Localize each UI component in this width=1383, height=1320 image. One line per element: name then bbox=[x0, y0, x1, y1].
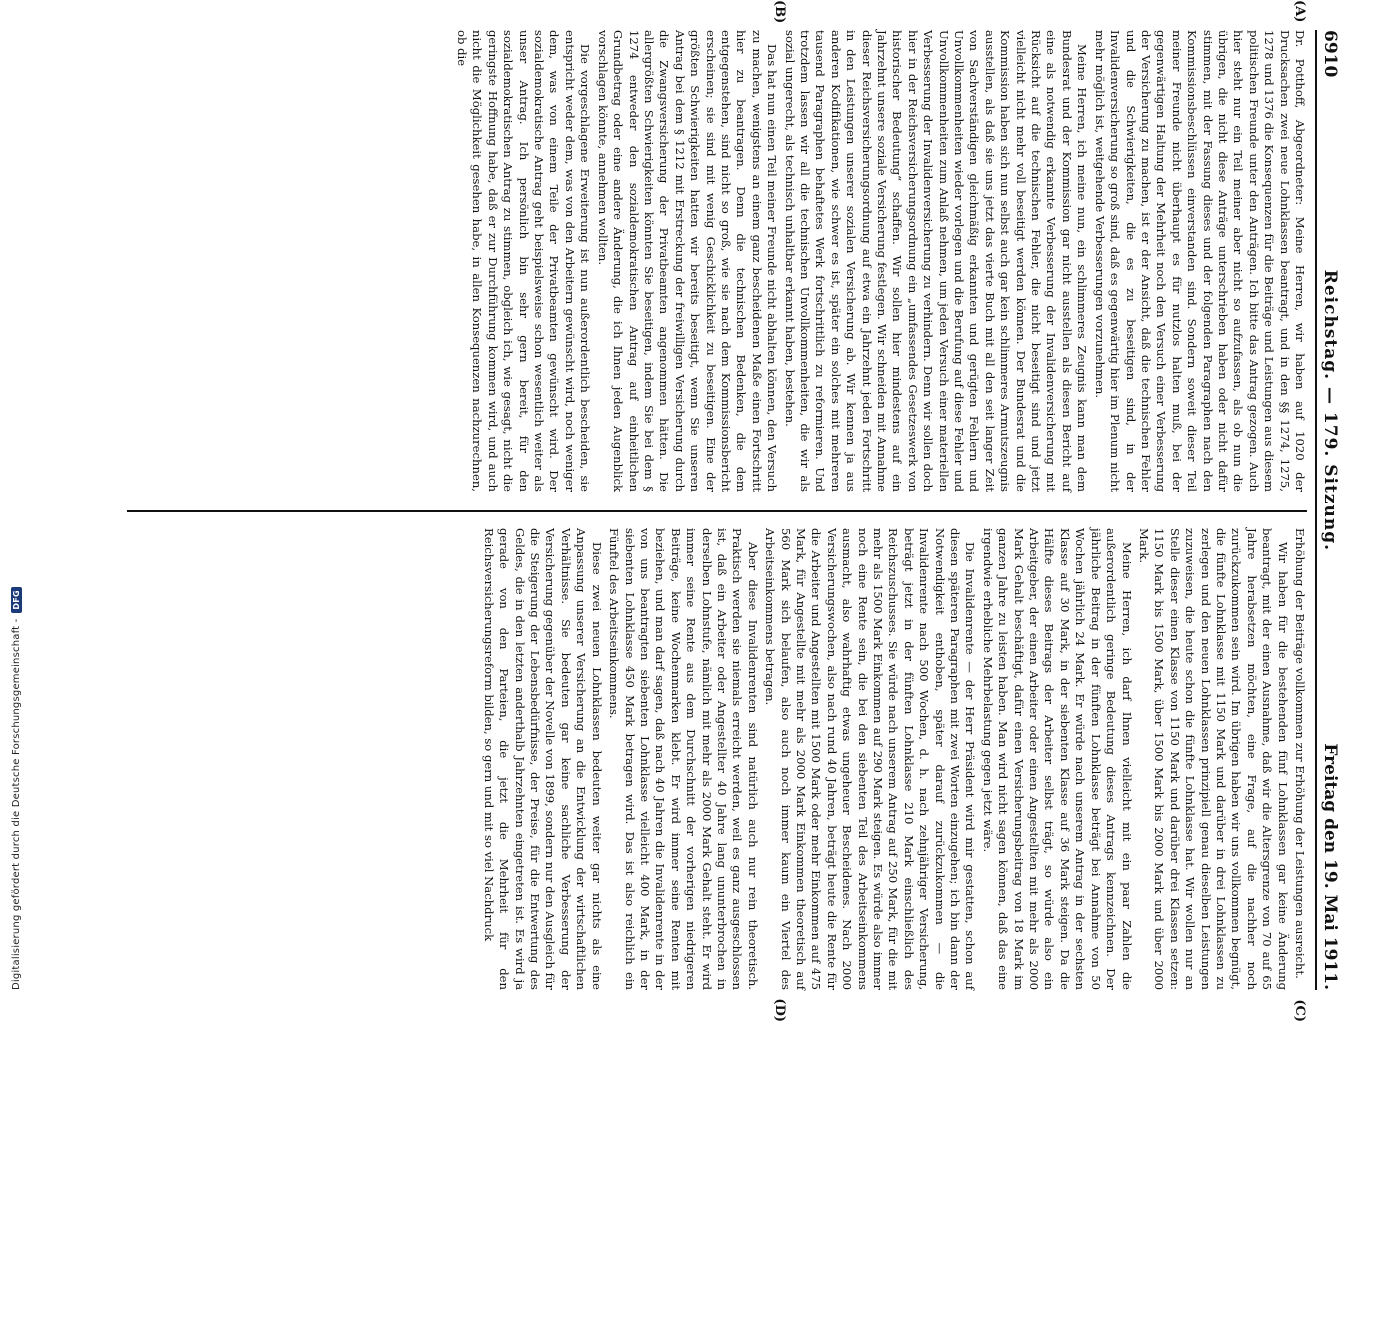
page-header bbox=[1315, 30, 1343, 990]
right-column bbox=[107, 528, 1307, 1022]
paragraph: Erhöhung der Beiträge vollkommen zur Erhöhung der Leistungen ausreicht. bbox=[1293, 528, 1307, 979]
left-column bbox=[107, 0, 1307, 492]
paragraph: Meine Herren, ich darf Ihnen vielleicht mit ein paar Zahlen die außerordentlich geringe Bedeutung dieses Antrags kennzeichnen. Der jährliche Beitrag in der fünften Lohnklasse beträgt bei Annahme von 50 Wochen jährlich 24 Mark. Er würde nach unserem Antrag in der sechsten Klasse auf 30 Mark, in der siebenten Klasse auf 36 Mark steigen. Da die Hälfte dieses Beitrags der Arbeiter selbst trägt, so würde also ein Arbeitgeber, der einen Arbeiter oder einen Angestellten mit mehr als 2000 Mark Gehalt beschäftigt, dafür einen Versicherungsbeitrag von 18 Mark im ganzen Jahre zu leisten haben. Man wird nicht sagen können, daß das eine irgendwie erhebliche Mehrbelastung gegen jetzt wäre. bbox=[980, 528, 1134, 990]
paragraph: Die vorgeschlagene Erweiterung ist nun außerordentlich bescheiden, sie entspricht weder dem, was von den Arbeitern gewünscht wird, noch weniger dem, was von einem Teile der Privatbeamten gewünscht wird. Der sozialdemokratische Antrag geht beispielsweise schon wesentlich weiter als unser Antrag. Ich persönlich bin sehr gern bereit, für den sozialdemokratischen Antrag zu stimmen, obgleich ich, wie gesagt, nicht die geringste Hoffnung habe, daß er zur Durchführung kommen wird, und auch nicht die Möglichkeit gesehen habe, in allen Konsequenzen nachzurechnen, ob die bbox=[455, 30, 593, 492]
paragraph: Meine Herren, ich meine nun, ein schlimmeres Zeugnis kann man dem Bundesrat und der Kommission gar nicht ausstellen als diesen Bericht auf eine als notwendig erkannte Verbesserung der Invalidenversicherung mit Rücksicht auf die technischen Fehler, die nicht beseitigt sind und jetzt vielleicht nicht mehr voll beseitigt werden können. Der Bundesrat und die Kommission haben sich nun selbst auch gar kein schlimmeres Armutszeugnis ausstellen, als daß sie uns jetzt das vierte Buch mit all den seit langer Zeit von Sachverständigen gleichmäßig erkannten und gerügten Fehlern und Unvollkommenheiten wieder vorlegen und die Berufung auf diese Fehler und Unvollkommenheiten zum Anlaß nehmen, um jeden Versuch einer materiellen Verbesserung der Invalidenversicherung zu verhindern. Denn wir sollen doch hier in der Reichsversicherungsordnung ein „umfassendes Gesetzeswerk von historischer Bedeutung“ schaffen. Wir sollen hier mindestens auf ein Jahrzehnt unsere soziale Versicherung festlegen. Wir schneiden mit Annahme dieser Reichsversicherungsordnung auf etwa ein Jahrzehnt jeden Fortschritt in den Leistungen unserer sozialen Versicherung ab. Wir kennen ja aus anderen Kodifikationen, wie schwer es ist, später ein solches mit mehreren tausend Paragraphen behaftetes Werk fortschrittlich zu reformieren. Und trotzdem lassen wir all die technischen Unvollkommenheiten, die wir als sozial ungerecht, als technisch unhaltbar erkannt haben, bestehen. bbox=[782, 30, 1090, 492]
margin-marker-a: (A) bbox=[1292, 0, 1307, 23]
session-date: Freitag den 19. Mai 1911. bbox=[1320, 743, 1340, 990]
rotated-page-content bbox=[93, 0, 1343, 1022]
credit-text: Digitalisierung gefördert durch die Deutsche Forschungsgemeinschaft - bbox=[10, 618, 22, 990]
dfg-logo: DFG bbox=[11, 587, 22, 612]
paragraph: Die Invalidenrente — der Herr Präsident wird mir gestatten, schon auf diesen späteren Paragraphen mit zwei Worten einzugehen; ich bin dann der Notwendigkeit enthoben, später darauf zurückzukommen — die Invalidenrente nach 500 Wochen, d. h. nach zehnjähriger Versicherung, beträgt jetzt in der fünften Lohnklasse 210 Mark einschließlich des Reichszuschusses. Sie würde nach unserem Antrag auf 250 Mark, für die mit mehr als 1500 Mark Einkommen auf 290 Mark steigen. Es würde also immer noch eine Rente sein, die bei den siebenten Teil des Arbeitseinkommens ausmacht, also wahrhaftig etwas ungeheuer Bescheidenes. Nach 2000 Versicherungswochen, also nach rund 40 Jahren, beträgt heute die Rente für die Arbeiter und Angestellten mit 1500 Mark oder mehr Einkommen auf 475 Mark, für Angestellte mit mehr als 2000 Mark Einkommen theoretisch auf 560 Mark sich belaufen, also auch noch immer kaum ein Viertel des Arbeitseinkommens betragen. bbox=[763, 528, 978, 990]
paragraph: Diese zwei neuen Lohnklassen bedeuten weiter gar nichts als eine Anpassung unserer Versicherung an die Entwicklung der wirtschaftlichen Verhältnisse. Sie bedeuten gar keine sachliche Verbesserung der Versicherung gegenüber der Novelle von 1899, sondern nur den Ausgleich für die Steigerung der Lebensbedürfnisse, der Preise, für die Entwertung des Geldes, die in den letzten anderthalb Jahrzehnten eingetreten ist. Es wird ja gerade von den Parteien, die jetzt die Mehrheit für den Reichsversicherungsreform bilden, so gern und mit so viel Nachdruck bbox=[481, 528, 604, 990]
page-number: 6910 bbox=[1320, 30, 1340, 78]
dfg-credit-line bbox=[8, 10, 24, 990]
margin-marker-b: (B) bbox=[772, 0, 787, 24]
session-title: Reichstag. — 179. Sitzung. bbox=[1320, 269, 1340, 552]
paragraph: Das hat nun einen Teil meiner Freunde nicht abhalten können, den Versuch zu machen, wenigstens an einem ganz bescheidenen Maße einen Fortschritt hier zu beantragen. Denn die technischen Bedenken, die dem entgegenstehen, sind nicht so groß, wie sie nach dem Kommissionsbericht erscheinen; sie sind mit wenig Geschicklichkeit zu beseitigen. Eine der größten Schwierigkeiten hatten wir bereits beseitigt, wenn Sie unseren Antrag bei dem § 1212 mit Erstreckung der freiwilligen Versicherung durch die Zwangsversicherung der Privatbeamten angenommen hätten. Die allergrößten Schwierigkeiten könnten Sie beseitigen, indem Sie bei dem § 1274 entweder den sozialdemokratischen Antrag auf einheitlichen Grundbetrag oder eine andere Änderung, die ich Ihnen jeden Augenblick vorschlagen könnte, annehmen wollten. bbox=[595, 30, 780, 492]
paragraph: Wir haben für die bestehenden fünf Lohnklassen gar keine Änderung beantragt, mit der einen Ausnahme, daß wir die Altersgrenze von 70 auf 65 Jahre herabsetzen möchten, eine Frage, auf die nachher noch zurückzukommen sein wird. Im übrigen haben wir uns vollkommen begnügt, die fünfte Lohnklasse mit 1150 Mark und darüber in drei Lohnklassen zu zerlegen und den neuen Lohnklassen prinzipiell genau dieselben Leistungen zuzuweisen, die heute schon die fünfte Lohnklasse hat. Wir wollen nur an Stelle dieser einen Klasse von 1150 Mark und darüber drei Klassen setzen: 1150 Mark bis 1500 Mark, über 1500 Mark bis 2000 Mark und über 2000 Mark. bbox=[1136, 528, 1290, 990]
margin-marker-d: (D) bbox=[772, 998, 787, 1022]
column-divider bbox=[127, 510, 1307, 512]
scanned-page bbox=[68, 0, 1340, 1320]
margin-marker-c: (C) bbox=[1292, 999, 1307, 1022]
paragraph: Aber diese Invalidenrenten sind natürlich auch nur rein theoretisch. Praktisch werden sie niemals erreicht werden, weil es ganz ausgeschlossen ist, daß ein Arbeiter oder Angestellter 40 Jahre lang ununterbrochen in derselben Lohnstufe, nämlich mit mehr als 2000 Mark Gehalt steht. Er wird immer seine Rente aus dem Durchschnitt der vorherigen niedrigeren Beiträge, keine Wochenmarken klebt. Er wird immer seine Renten mit beziehen, und man darf sagen, daß nach 40 Jahren die Invalidenrente in der von uns beantragten siebenten Lohnklasse vielleicht 400 Mark, in der siebenten Lohnklasse 450 Mark betragen wird. Das ist also reichlich ein Fünftel des Arbeitseinkommens. bbox=[607, 528, 760, 990]
paragraph: Dr. Potthoff, Abgeordneter: Meine Herren, wir haben auf 1020 der Drucksachen zwei neue Lohnklassen beantragt, und in den §§ 1274, 1275, 1278 und 1376 die Konsequenzen für die Beiträge und Leistungen aus diesem politischen Freunde unter den Anträgen. Ich bitte das Antrag gezogen. Auch hier steht nur ein Teil meiner aber nicht so aufzufassen, als ob nun die übrigen, die nicht diese Anträge unterschrieben haben oder nicht dafür stimmen, mit der Fassung dieses und der folgenden Paragraphen nach den Kommissionsbeschlüssen einverstanden sind. Sondern soweit dieser Teil meiner Freunde nicht überhaupt es für nutzlos halten muß, bei der gegenwärtigen Haltung der Mehrheit noch den Versuch einer Verbesserung der Versicherung zu machen, ist er der Ansicht, daß die technischen Fehler und die Schwierigkeiten, die es zu beseitigen sind, in der Invalidenversicherung so groß sind, daß es gegenwärtig hier im Plenum nicht mehr möglich ist, weitgehende Verbesserungen vorzunehmen. bbox=[1092, 30, 1307, 492]
